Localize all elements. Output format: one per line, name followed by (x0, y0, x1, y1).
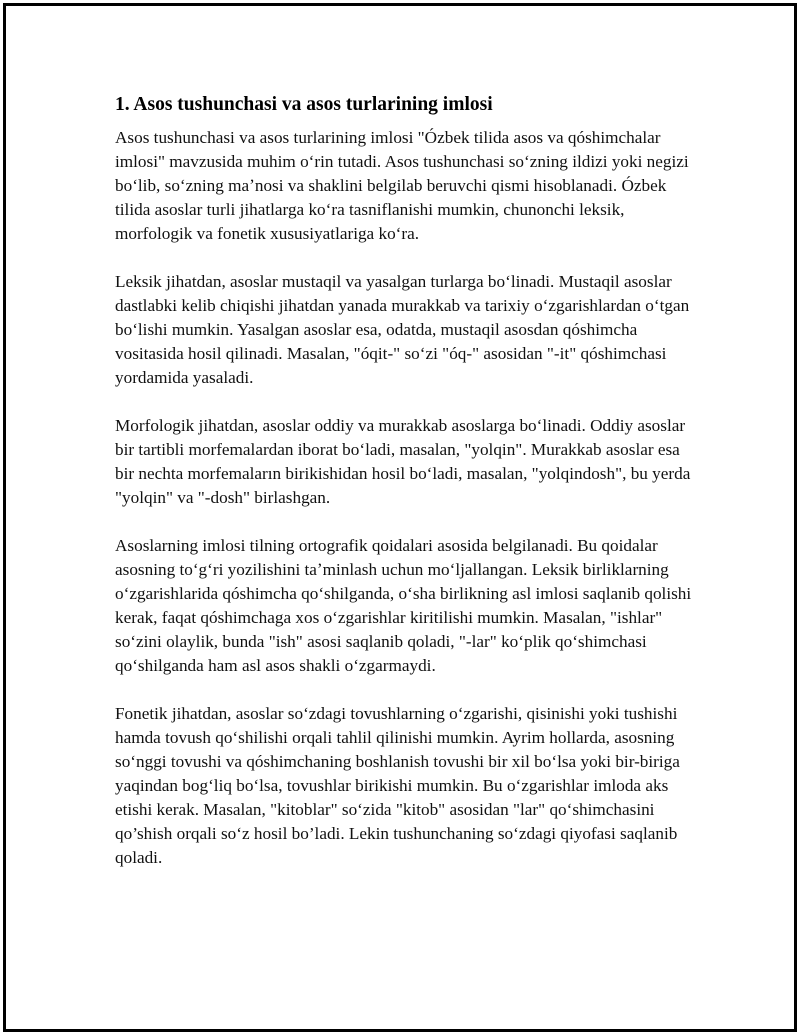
paragraph-intro: Asos tushunchasi va asos turlarining imlosi "Ózbek tilida asos va qóshimchalar imlosi" mavzusida muhim oʻrin tutadi. Asos tushunchasi soʻzning ildizi yoki negizi boʻlib, soʻzning maʼnosi va shaklini belgilab beruvchi qismi hisoblanadi. Ózbek tilida asoslar turli jihatlarga koʻra tasniflanishi mumkin, chunonchi leksik, morfologik va fonetik xususiyatlariga koʻra. (115, 128, 689, 243)
paragraph-phonetic: Fonetik jihatdan, asoslar soʻzdagi tovushlarning oʻzgarishi, qisinishi yoki tushishi hamda tovush qoʻshilishi orqali tahlil qilinishi mumkin. Ayrim hollarda, asosning soʻnggi tovushi va qóshimchaning boshlanish tovushi bir xil boʻlsa yoki bir-biriga yaqindan bogʻliq boʻlsa, tovushlar birikishi mumkin. Bu oʻzgarishlar imloda aks etishi kerak. Masalan, "kitoblar" soʻzida "kitob" asosidan "lar" qoʻshimchasini qo’shish orqali so‘z hosil bo’ladi. Lekin tushunchaning soʻzdagi qiyofasi saqlanib qoladi. (115, 704, 680, 867)
paragraph-morphological: Morfologik jihatdan, asoslar oddiy va murakkab asoslarga boʻlinadi. Oddiy asoslar bir tartibli morfemalardan iborat boʻladi, masalan, "yolqin". Murakkab asoslar esa bir nechta morfemaların birikishidan hosil boʻladi, masalan, "yolqindosh", bu yerda "yolqin" va "-dosh" birlashgan. (115, 416, 691, 507)
paragraph-orthography: Asoslarning imlosi tilning ortografik qoidalari asosida belgilanadi. Bu qoidalar asosning toʻgʻri yozilishini taʼminlash uchun moʻljallangan. Leksik birliklarning oʻzgarishlarida qóshimcha qoʻshilganda, oʻsha birlikning asl imlosi saqlanib qolishi kerak, faqat qóshimchaga xos oʻzgarishlar kiritilishi mumkin. Masalan, "ishlar" soʻzini olaylik, bunda "ish" asosi saqlanib qoladi, "-lar" koʻplik qoʻshimchasi qoʻshilganda ham asl asos shakli oʻzgarmaydi. (115, 536, 692, 675)
section-heading: 1. Asos tushunchasi va asos turlarining imlosi (115, 94, 493, 115)
paragraph-lexical: Leksik jihatdan, asoslar mustaqil va yasalgan turlarga boʻlinadi. Mustaqil asoslar dastlabki kelib chiqishi jihatdan yanada murakkab va tarixiy oʻzgarishlardan oʻtgan boʻlishi mumkin. Yasalgan asoslar esa, odatda, mustaqil asosdan qóshimcha vositasida hosil qilinadi. Masalan, "óqit-" soʻzi "óq-" asosidan "-it" qóshimchasi yordamida yasaladi. (115, 272, 690, 387)
document-body (115, 91, 695, 894)
